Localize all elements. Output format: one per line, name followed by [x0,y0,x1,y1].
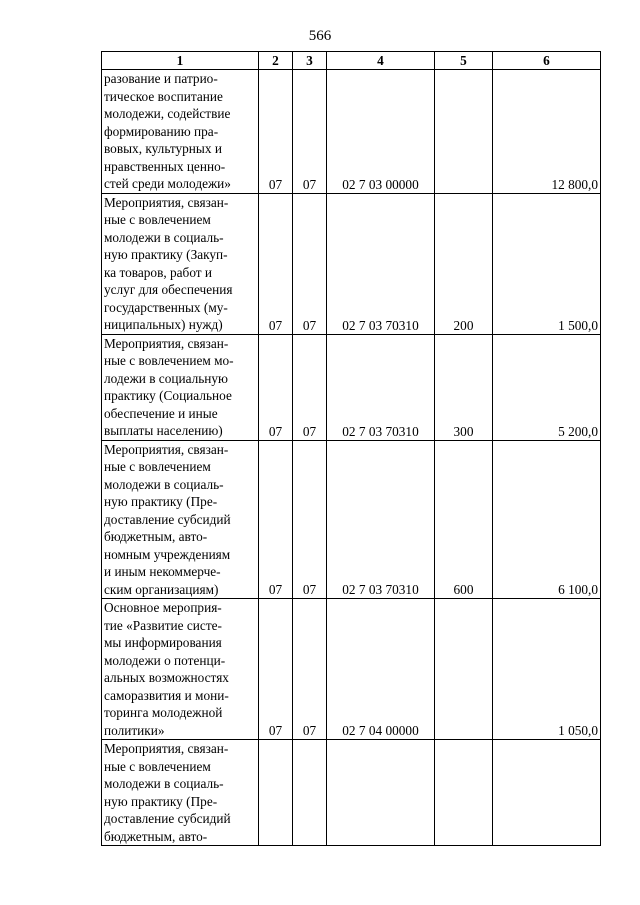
budget-table [101,51,601,846]
row-description [102,740,259,846]
row-description-text: разование и патрио- тическое воспитание молодежи, содействие формированию пра- вовых, культурных и нравственных ценно- стей среди молодежи» [104,71,231,191]
row-description [102,193,259,334]
table-body [102,70,601,846]
row-expense-type: 300 [435,334,493,440]
row-description-text: Мероприятия, связан- ные с вовлечением мо- лодежи в социальную практику (Социальное обеспечение и иные выплаты населению) [104,335,234,438]
row-expense-type [435,740,493,846]
row-target-article: 02 7 03 70310 [327,334,435,440]
row-subsection: 07 [293,599,327,740]
row-amount: 5 200,0 [493,334,601,440]
row-section [259,740,293,846]
table-row [102,70,601,194]
row-section: 07 [259,440,293,599]
row-section: 07 [259,334,293,440]
column-header-3: 3 [293,52,327,70]
column-header-5: 5 [435,52,493,70]
row-subsection: 07 [293,440,327,599]
page-number: 566 [308,28,332,44]
row-target-article: 02 7 03 70310 [327,440,435,599]
table-row [102,740,601,846]
row-amount [493,740,601,846]
row-expense-type: 200 [435,193,493,334]
row-description [102,440,259,599]
table-row [102,334,601,440]
table-row [102,440,601,599]
row-description [102,70,259,194]
row-target-article: 02 7 03 70310 [327,193,435,334]
row-amount: 12 800,0 [493,70,601,194]
column-header-6: 6 [493,52,601,70]
row-subsection: 07 [293,334,327,440]
table-header [102,52,601,70]
row-amount: 1 500,0 [493,193,601,334]
row-section: 07 [259,70,293,194]
row-target-article [327,740,435,846]
row-section: 07 [259,599,293,740]
row-description [102,599,259,740]
row-expense-type: 600 [435,440,493,599]
table-row [102,599,601,740]
row-target-article: 02 7 03 00000 [327,70,435,194]
column-header-2: 2 [259,52,293,70]
row-subsection: 07 [293,193,327,334]
row-description-text: Мероприятия, связан- ные с вовлечением молодежи в социаль- ную практику (Пре- доставление субсидий бюджетным, авто- номным учреждениям и иным некоммерче- ским организациям) [104,441,231,597]
row-description [102,334,259,440]
row-description-text: Мероприятия, связан- ные с вовлечением молодежи в социаль- ную практику (Пре- доставление субсидий бюджетным, авто- [104,741,231,844]
table-row [102,193,601,334]
header-row [102,52,601,70]
row-expense-type [435,599,493,740]
row-subsection: 07 [293,70,327,194]
row-amount: 1 050,0 [493,599,601,740]
column-header-1: 1 [102,52,259,70]
row-target-article: 02 7 04 00000 [327,599,435,740]
row-subsection [293,740,327,846]
row-amount: 6 100,0 [493,440,601,599]
column-header-4: 4 [327,52,435,70]
row-section: 07 [259,193,293,334]
row-expense-type [435,70,493,194]
row-description-text: Мероприятия, связан- ные с вовлечением молодежи в социаль- ную практику (Закуп- ка товаров, работ и услуг для обеспечения государственных (му- ниципальных) нужд) [104,194,233,332]
row-description-text: Основное мероприя- тие «Развитие систе- мы информирования молодежи о потенци- альных возможностях саморазвития и мони- торинга молодежной политики» [104,600,229,738]
